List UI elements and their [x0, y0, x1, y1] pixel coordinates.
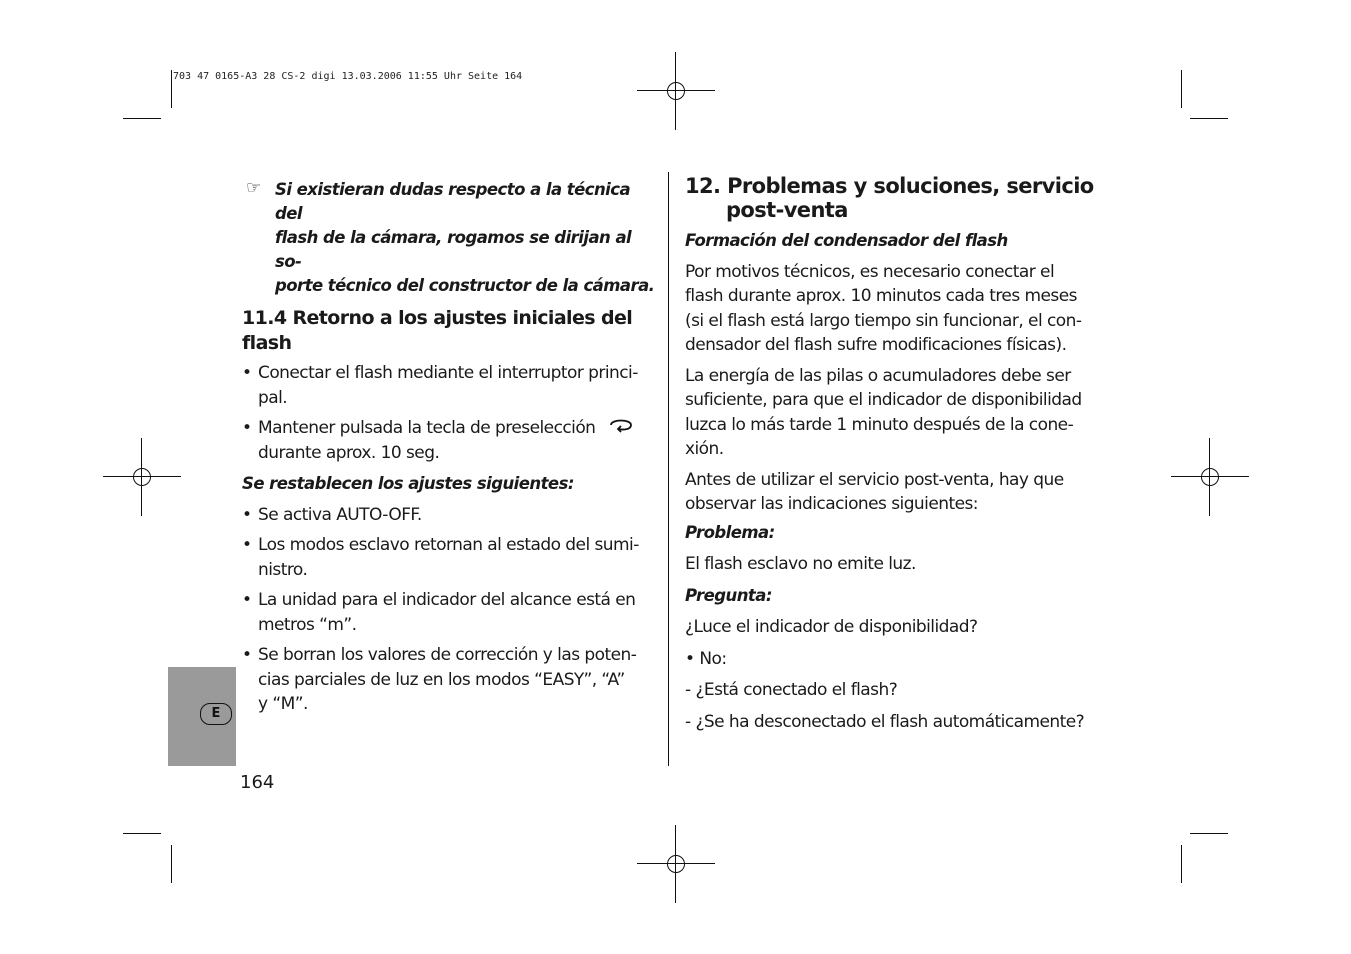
note-line: Si existieran dudas respecto a la técnica del: [275, 180, 631, 223]
paragraph-line: La energía de las pilas o acumuladores debe ser: [685, 365, 1071, 386]
crop-mark: [123, 118, 161, 119]
crop-mark: [171, 70, 172, 108]
list-item-line: pal.: [258, 387, 288, 408]
chapter-heading: [685, 174, 1105, 222]
bullet: •: [242, 535, 252, 555]
print-header: 703 47 0165-A3 28 CS-2 digi 13.03.2006 11:55 Uhr Seite 164: [173, 71, 523, 82]
list-item-line: metros “m”.: [258, 614, 357, 635]
paragraph-line: Antes de utilizar el servicio post-venta, hay que: [685, 469, 1064, 490]
bullet: •: [242, 590, 252, 610]
list-item-line: y “M”.: [258, 694, 308, 714]
problem-label: Problema:: [685, 522, 775, 542]
list-item: [242, 361, 662, 410]
paragraph: [685, 364, 1105, 462]
list-item: [242, 503, 662, 528]
paragraph: [685, 468, 1105, 517]
list-item-line: La unidad para el indicador del alcance está en: [258, 590, 636, 610]
bullet: •: [242, 418, 252, 438]
problem-text: El flash esclavo no emite luz.: [685, 554, 916, 574]
list-item: [242, 416, 662, 465]
list-item-line: Mantener pulsada la tecla de preselección: [258, 418, 596, 438]
crop-mark: [171, 845, 172, 883]
list-item-line: durante aprox. 10 seg.: [258, 442, 440, 463]
registration-mark-icon: [637, 825, 715, 903]
list-item-line: nistro.: [258, 559, 308, 580]
chapter-heading-line: post-venta: [726, 198, 848, 222]
pointing-hand-icon: ☞: [246, 178, 261, 198]
note-line: porte técnico del constructor de la cámara.: [275, 276, 655, 295]
column-divider: [668, 172, 669, 766]
list-item-line: Se activa AUTO-OFF.: [258, 504, 422, 525]
answer: • No:: [685, 648, 727, 669]
subheading: Se restablecen los ajustes siguientes:: [242, 474, 574, 493]
language-badge: E: [200, 703, 232, 725]
page-number: 164: [240, 772, 275, 793]
section-heading: 11.4 Retorno a los ajustes iniciales del flash: [242, 307, 633, 354]
check-item: - ¿Se ha desconectado el flash automáticamente?: [685, 711, 1085, 732]
preset-key-icon: [606, 416, 636, 434]
list-item: [242, 588, 662, 637]
registration-mark-icon: [103, 438, 181, 516]
list-item-line: Conectar el flash mediante el interruptor princi-: [258, 363, 638, 383]
bullet: •: [242, 363, 252, 383]
registration-mark-icon: [637, 52, 715, 130]
subheading: Formación del condensador del flash: [685, 231, 1008, 250]
right-column: [685, 174, 1105, 734]
crop-mark: [123, 833, 161, 834]
paragraph-line: luzca lo más tarde 1 minuto después de la cone-: [685, 414, 1074, 435]
paragraph-line: xión.: [685, 439, 724, 459]
question-text: ¿Luce el indicador de disponibilidad?: [685, 617, 978, 637]
bullet: •: [242, 645, 252, 665]
paragraph-line: observar las indicaciones siguientes:: [685, 494, 978, 514]
paragraph: [685, 260, 1105, 358]
chapter-heading-line: 12. Problemas y soluciones, servicio: [685, 174, 1094, 198]
crop-mark: [1190, 833, 1228, 834]
paragraph-line: flash durante aprox. 10 minutos cada tres meses: [685, 286, 1077, 306]
note-line: flash de la cámara, rogamos se dirijan al so-: [275, 228, 632, 271]
paragraph-line: Por motivos técnicos, es necesario conectar el: [685, 261, 1055, 282]
question-label: Pregunta:: [685, 585, 772, 605]
paragraph-line: suficiente, para que el indicador de disponibilidad: [685, 390, 1082, 410]
bullet: •: [242, 504, 252, 525]
list-item-line: Se borran los valores de corrección y las poten-: [258, 645, 637, 665]
list-item: [242, 533, 662, 582]
check-item: - ¿Está conectado el flash?: [685, 680, 898, 700]
crop-mark: [1181, 70, 1182, 108]
crop-mark: [1190, 118, 1228, 119]
crop-mark: [1181, 845, 1182, 883]
list-item-line: cias parciales de luz en los modos “EASY”, “A”: [258, 669, 625, 690]
list-item: [242, 643, 662, 717]
paragraph-line: densador del flash sufre modificaciones físicas).: [685, 335, 1067, 355]
list-item-line: Los modos esclavo retornan al estado del sumi-: [258, 535, 639, 555]
paragraph-line: (si el flash está largo tiempo sin funcionar, el con-: [685, 310, 1082, 331]
note: [242, 178, 662, 298]
left-column: [242, 178, 662, 717]
registration-mark-icon: [1171, 438, 1249, 516]
